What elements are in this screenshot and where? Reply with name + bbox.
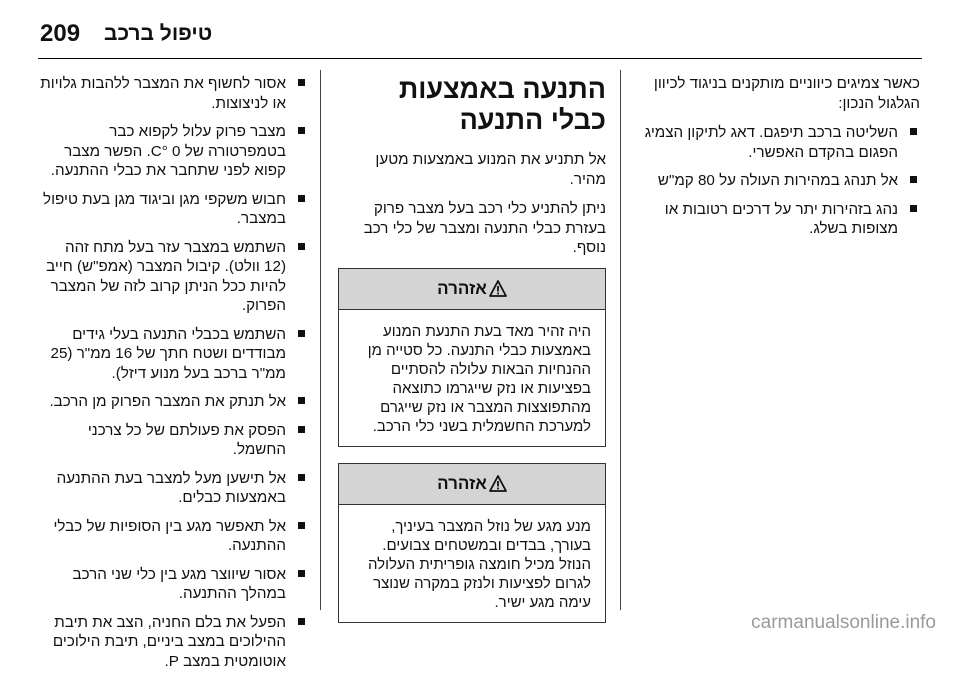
warning-body: היה זהיר מאד בעת התנעת המנוע באמצעות כבלי התנעה. כל סטייה מן ההנחיות הבאות עלולה להסתיים בפציעות או נזק שייגרמו כתוצאה מהתפוצצות המצבר או נזק שייגרם למערכת החשמלית בשני כלי הרכב.	[367, 322, 591, 435]
warning-heading	[339, 269, 605, 310]
watermark: carmanualsonline.info	[751, 612, 936, 633]
warning-body: מנע מגע של נוזל המצבר בעיניך, בעורך, בבדים ובמשטחים צבועים. הנוזל מכיל חומצה גופריתית העלולה לגרום לפציעות ולנזק במקרה שנוצר עימה מגע ישיר.	[367, 517, 591, 611]
list-item: אסור לחשוף את המצבר ללהבות גלויות או לניצוצות.	[40, 74, 308, 113]
warning-triangle-icon	[489, 475, 507, 492]
header-title: טיפול ברכב	[104, 22, 213, 45]
column-divider-right	[620, 70, 621, 610]
middle-column	[338, 74, 606, 623]
safety-instructions-list	[40, 74, 308, 671]
header-rule	[38, 58, 922, 59]
section-title: התנעה באמצעות כבלי התנעה	[398, 74, 606, 135]
list-item: אל תישען מעל למצבר בעת ההתנעה באמצעות כבלים.	[40, 469, 308, 508]
warning-heading	[339, 464, 605, 505]
page-header	[0, 12, 960, 56]
column-divider-left	[320, 70, 321, 610]
page-number: 209	[40, 20, 81, 47]
jump-start-paragraph: ניתן להתניע כלי רכב בעל מצבר פרוק בעזרת כבלי התנעה ומצבר של כלי רכב נוסף.	[363, 200, 606, 256]
warning-box	[338, 463, 606, 623]
list-item: השליטה ברכב תיפגם. דאג לתיקון הצמיג הפגום בהקדם האפשרי.	[632, 123, 920, 162]
list-item: אל תאפשר מגע בין הסופיות של כבלי ההתנעה.	[40, 517, 308, 556]
jump-start-paragraph: אל תתניע את המנוע באמצעות מטען מהיר.	[375, 151, 606, 188]
directional-tires-list	[632, 123, 920, 239]
list-item: השתמש בכבלי התנעה בעלי גידים מבודדים ושטח חתך של 16 ממ"ר (25 ממ"ר ברכב בעל מנוע דיזל).	[40, 325, 308, 384]
warning-heading-label: אזהרה	[437, 278, 487, 298]
list-item: הפעל את בלם החניה, הצב את תיבת ההילוכים במצב ביניים, תיבת הילוכים אוטומטית במצב P.	[40, 613, 308, 672]
list-item: אל תנתק את המצבר הפרוק מן הרכב.	[40, 392, 308, 412]
warning-heading-label: אזהרה	[437, 473, 487, 493]
list-item: הפסק את פעולתם של כל צרכני החשמל.	[40, 421, 308, 460]
list-item: חבוש משקפי מגן וביגוד מגן בעת טיפול במצבר.	[40, 190, 308, 229]
left-column	[40, 74, 308, 680]
list-item: נהג בזהירות יתר על דרכים רטובות או מצופות בשלג.	[632, 200, 920, 239]
list-item: אל תנהג במהירות העולה על 80 קמ"ש	[632, 171, 920, 191]
warning-triangle-icon	[489, 280, 507, 297]
list-item: מצבר פרוק עלול לקפוא כבר בטמפרטורה של 0 °C. הפשר מצבר קפוא לפני שתחבר את כבלי ההתנעה.	[40, 122, 308, 181]
warning-box	[338, 268, 606, 447]
list-item: אסור שיווצר מגע בין כלי שני הרכב במהלך ההתנעה.	[40, 565, 308, 604]
list-item: השתמש במצבר עזר בעל מתח זהה (12 וולט). קיבול המצבר (אמפ"ש) חייב להיות ככל הניתן קרוב לזה של המצבר הפרוק.	[40, 238, 308, 316]
right-column	[632, 74, 920, 248]
directional-tires-intro: כאשר צמיגים כיווניים מותקנים בניגוד לכיוון הגלגול הנכון:	[653, 75, 920, 112]
